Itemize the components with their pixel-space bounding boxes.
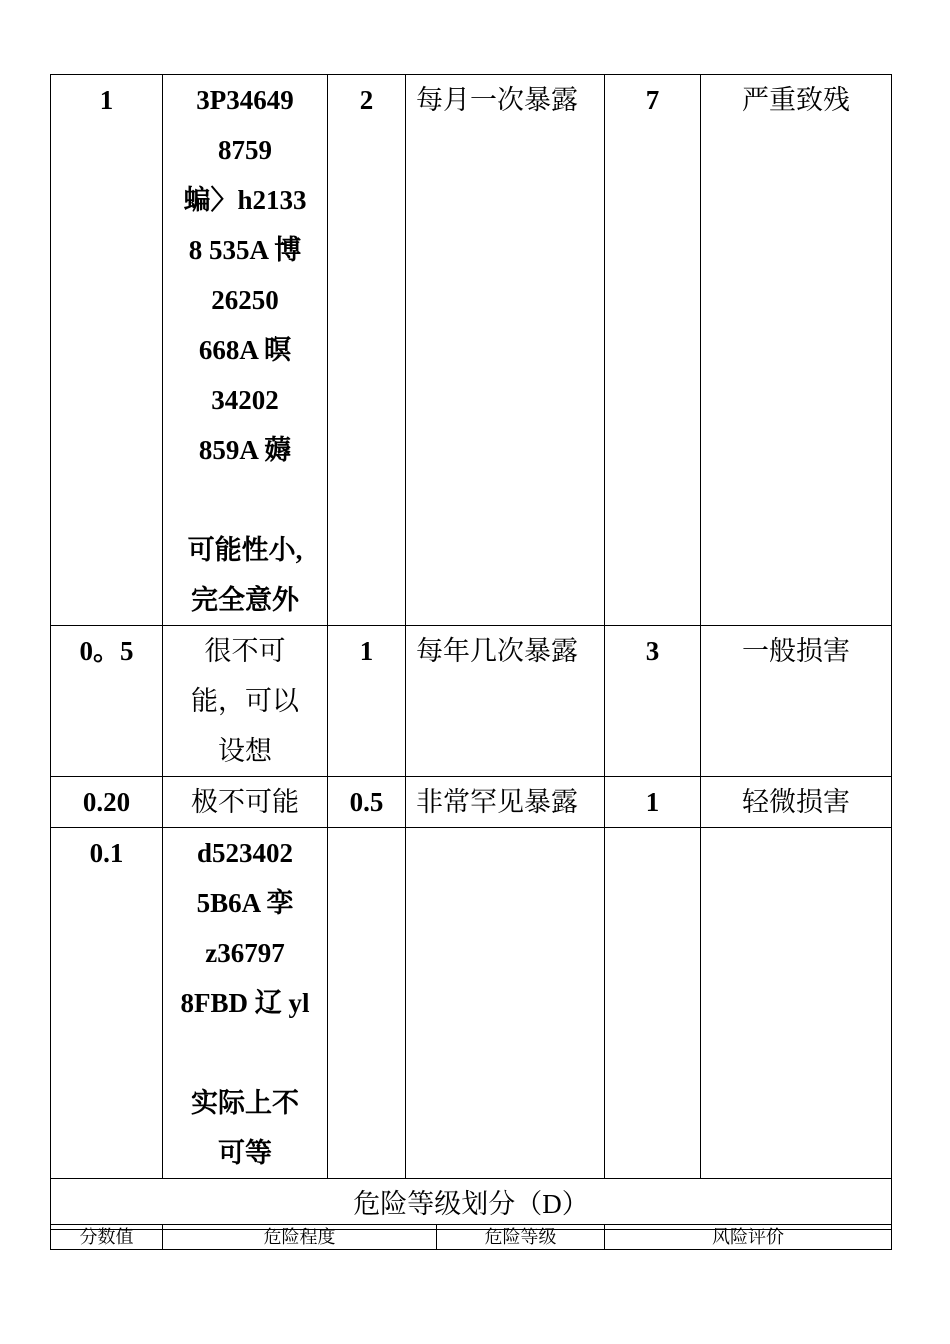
likelihood-text-cell bbox=[163, 828, 328, 1179]
section-title: 危险等级划分（D） bbox=[51, 1179, 892, 1230]
likelihood-text: 3P34649 8759 蝙〉h2133 8 535A 博 26250 668A 暝 34202 859A 薅 可能性小, 完全意外 bbox=[183, 85, 307, 615]
likelihood-text-cell bbox=[163, 777, 328, 828]
column-header-danger-level: 危险等级 bbox=[437, 1225, 605, 1250]
exposure-text-cell bbox=[406, 828, 605, 1179]
header-row bbox=[51, 1225, 892, 1250]
likelihood-text-cell bbox=[163, 626, 328, 777]
consequence-value-cell: 1 bbox=[605, 777, 701, 828]
exposure-value-cell: 2 bbox=[328, 75, 406, 626]
exposure-text-cell: 每月一次暴露 bbox=[406, 75, 605, 626]
exposure-text-cell: 非常罕见暴露 bbox=[406, 777, 605, 828]
likelihood-text: 极不可能 bbox=[191, 787, 299, 817]
table-row bbox=[51, 75, 892, 626]
likelihood-text-cell bbox=[163, 75, 328, 626]
danger-level-header-table bbox=[50, 1224, 892, 1250]
consequence-value-cell bbox=[605, 828, 701, 1179]
column-header-risk-evaluation: 风险评价 bbox=[605, 1225, 892, 1250]
consequence-value-cell: 3 bbox=[605, 626, 701, 777]
exposure-text-cell: 每年几次暴露 bbox=[406, 626, 605, 777]
exposure-value-cell bbox=[328, 828, 406, 1179]
consequence-text-cell bbox=[701, 828, 892, 1179]
exposure-value-cell: 0.5 bbox=[328, 777, 406, 828]
risk-evaluation-table bbox=[50, 74, 892, 1230]
likelihood-text: d523402 5B6A 孪 z36797 8FBD 辽 yl 实际上不 可等 bbox=[180, 838, 310, 1168]
likelihood-value-cell: 0.1 bbox=[51, 828, 163, 1179]
column-header-score: 分数值 bbox=[51, 1225, 163, 1250]
likelihood-text: 很不可 能，可以 设想 bbox=[191, 636, 299, 766]
likelihood-value-cell: 1 bbox=[51, 75, 163, 626]
consequence-value-cell: 7 bbox=[605, 75, 701, 626]
consequence-text-cell: 轻微损害 bbox=[701, 777, 892, 828]
section-title-row bbox=[51, 1179, 892, 1230]
consequence-text-cell: 严重致残 bbox=[701, 75, 892, 626]
likelihood-value-cell: 0。5 bbox=[51, 626, 163, 777]
likelihood-value-cell: 0.20 bbox=[51, 777, 163, 828]
table-row bbox=[51, 626, 892, 777]
exposure-value-cell: 1 bbox=[328, 626, 406, 777]
consequence-text-cell: 一般损害 bbox=[701, 626, 892, 777]
table-row bbox=[51, 777, 892, 828]
column-header-danger-degree: 危险程度 bbox=[163, 1225, 437, 1250]
table-row bbox=[51, 828, 892, 1179]
